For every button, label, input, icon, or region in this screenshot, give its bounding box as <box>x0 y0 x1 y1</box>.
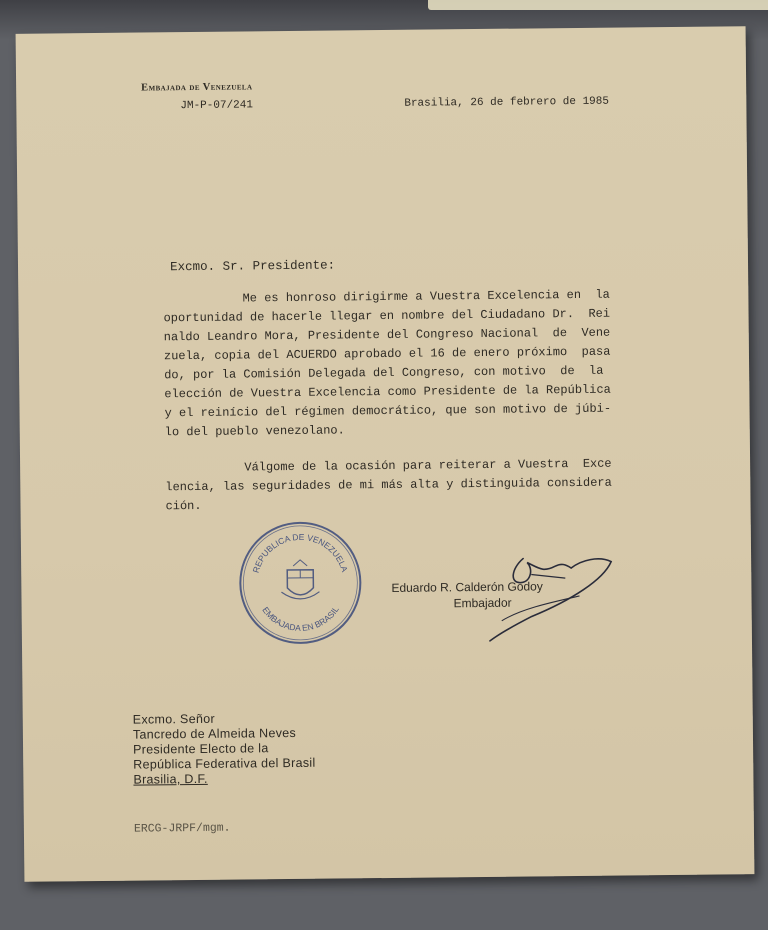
addressee-line: Brasilia, D.F. <box>133 771 208 787</box>
body-line: lo del pueblo venezolano. <box>164 423 345 440</box>
body-line: elección de Vuestra Excelencia como Presidente de la República <box>164 382 611 402</box>
salutation: Excmo. Sr. Presidente: <box>169 258 336 275</box>
body-line: y el reinício del régimen democrático, que son motivo de júbi- <box>164 401 612 421</box>
body-line: do, por la Comisión Delegada del Congreso, con motivo de la <box>164 363 604 383</box>
letter-page <box>16 26 755 882</box>
letter-closing <box>165 455 612 517</box>
closing-line: Válgome de la ocasión para reiterar a Vuestra Exce <box>165 456 612 476</box>
addressee-line: Excmo. Señor <box>132 711 215 727</box>
svg-text:EMBAJADA EN BRASIL <box>260 604 341 633</box>
addressee-block <box>133 711 316 788</box>
body-line: Me es honroso dirigirme a Vuestra Excelencia en la <box>163 287 610 307</box>
body-line: zuela, copia del ACUERDO aprobado el 16 de enero próximo pasa <box>163 344 611 364</box>
background-paper-edge <box>428 0 768 10</box>
signatory-title: Embajador <box>453 595 512 611</box>
letterhead: Embajada de Venezuela <box>141 81 253 94</box>
signatory-name: Eduardo R. Calderón Godoy <box>391 579 543 595</box>
addressee-line: Presidente Electo de la <box>133 741 269 757</box>
addressee-line: Tancredo de Almeida Neves <box>132 725 297 742</box>
embassy-seal-stamp <box>237 519 364 646</box>
seal-bottom-text: EMBAJADA EN BRASIL <box>260 604 341 633</box>
typist-initials: ERCG-JRPF/mgm. <box>133 821 231 836</box>
letter-date: Brasilia, 26 de febrero de 1985 <box>404 95 610 110</box>
coat-of-arms-icon <box>281 560 319 599</box>
letter-body <box>163 286 611 443</box>
reference-number: JM-P-07/241 <box>180 99 254 113</box>
closing-line: lencia, las seguridades de mi más alta y distinguida considera <box>165 475 612 495</box>
body-line: oportunidad de hacerle llegar en nombre del Ciudadano Dr. Rei <box>163 306 611 326</box>
seal-top-text: REPUBLICA DE VENEZUELA <box>250 531 350 575</box>
body-line: naldo Leandro Mora, Presidente del Congreso Nacional de Vene <box>163 325 611 345</box>
closing-line: ción. <box>165 498 202 514</box>
addressee-line: República Federativa del Brasil <box>133 755 316 772</box>
